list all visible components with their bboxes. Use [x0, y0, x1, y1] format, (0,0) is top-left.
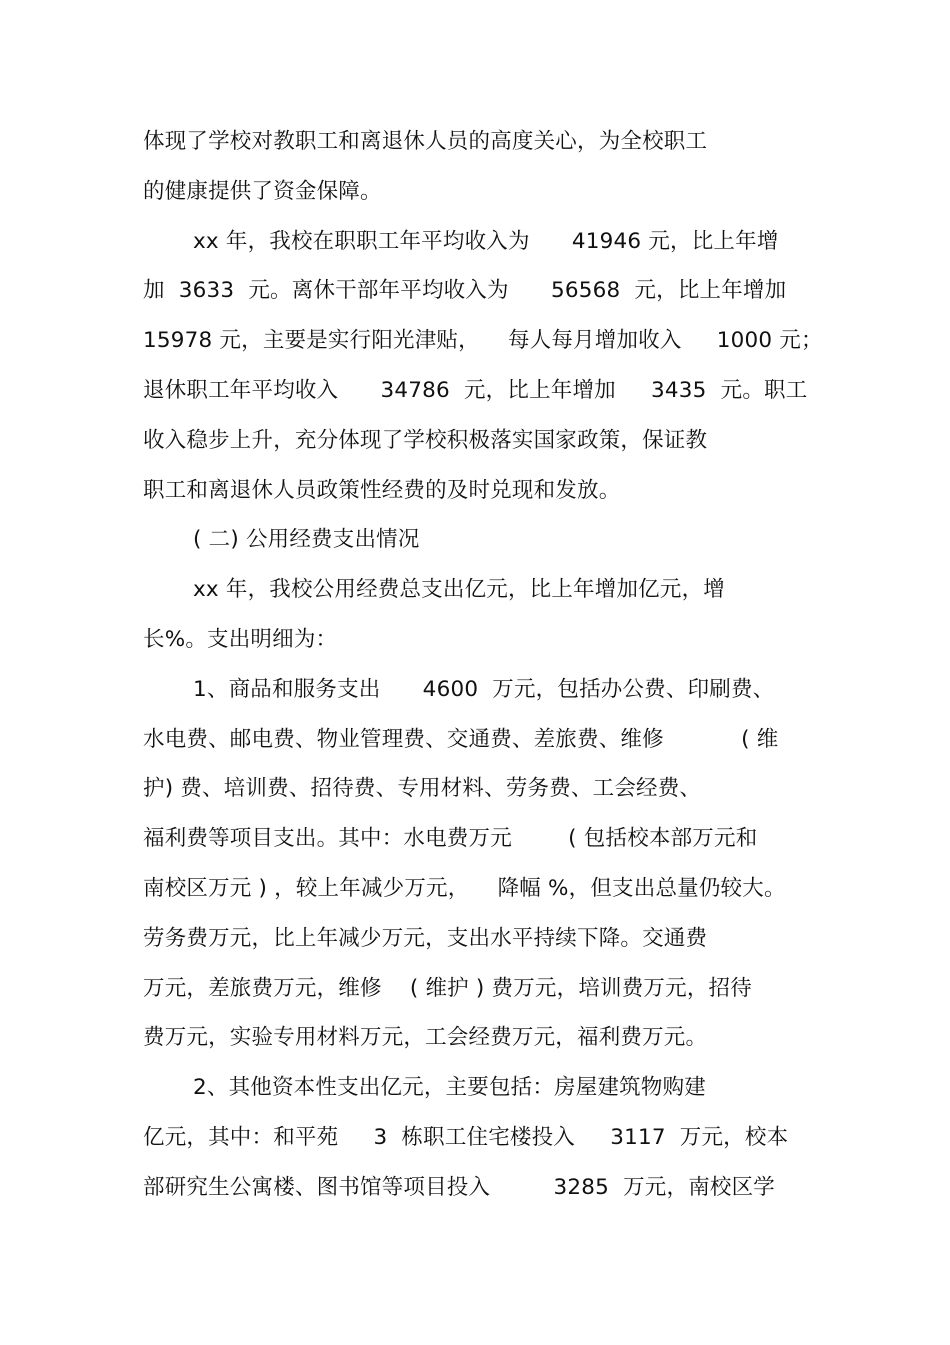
text-line-4: 加 3633 元。离休干部年平均收入为 56568 元，比上年增加	[143, 278, 787, 303]
text-line-3: xx 年，我校在职职工年平均收入为 41946 元，比上年增	[193, 229, 779, 254]
text-line-15: 福利费等项目支出。其中：水电费万元 ( 包括校本部万元和	[143, 826, 758, 851]
text-line-11: 长%。支出明细为：	[143, 627, 338, 652]
text-line-22: 部研究生公寓楼、图书馆等项目投入 3285 万元，南校区学	[143, 1175, 775, 1200]
text-line-21: 亿元，其中：和平苑 3 栋职工住宅楼投入 3117 万元，校本	[143, 1125, 789, 1150]
text-line-10: xx 年，我校公用经费总支出亿元，比上年增加亿元，增	[193, 577, 725, 602]
text-line-6: 退休职工年平均收入 34786 元，比上年增加 3435 元。职工	[143, 378, 808, 403]
text-line-14: 护) 费、培训费、招待费、专用材料、劳务费、工会经费、	[143, 776, 702, 801]
text-line-19: 费万元，实验专用材料万元，工会经费万元，福利费万元。	[143, 1025, 708, 1050]
text-line-5: 15978 元，主要是实行阳光津贴， 每人每月增加收入 1000 元；	[143, 328, 823, 353]
text-line-12: 1、商品和服务支出 4600 万元，包括办公费、印刷费、	[193, 677, 775, 702]
text-line-2: 的健康提供了资金保障。	[143, 179, 382, 204]
text-line-7: 收入稳步上升，充分体现了学校积极落实国家政策，保证教	[143, 428, 708, 453]
text-line-13: 水电费、邮电费、物业管理费、交通费、差旅费、维修 ( 维	[143, 727, 779, 752]
text-line-8: 职工和离退休人员政策性经费的及时兑现和发放。	[143, 478, 621, 503]
section-heading: ( 二) 公用经费支出情况	[193, 527, 420, 552]
text-line-1: 体现了学校对教职工和离退休人员的高度关心，为全校职工	[143, 129, 708, 154]
text-line-17: 劳务费万元，比上年减少万元，支出水平持续下降。交通费	[143, 926, 708, 951]
text-line-16: 南校区万元 ) ，较上年减少万元， 降幅 %，但支出总量仍较大。	[143, 876, 786, 901]
text-line-18: 万元，差旅费万元，维修 ( 维护 ) 费万元，培训费万元，招待	[143, 976, 752, 1001]
text-line-20: 2、其他资本性支出亿元，主要包括：房屋建筑物购建	[193, 1075, 706, 1100]
